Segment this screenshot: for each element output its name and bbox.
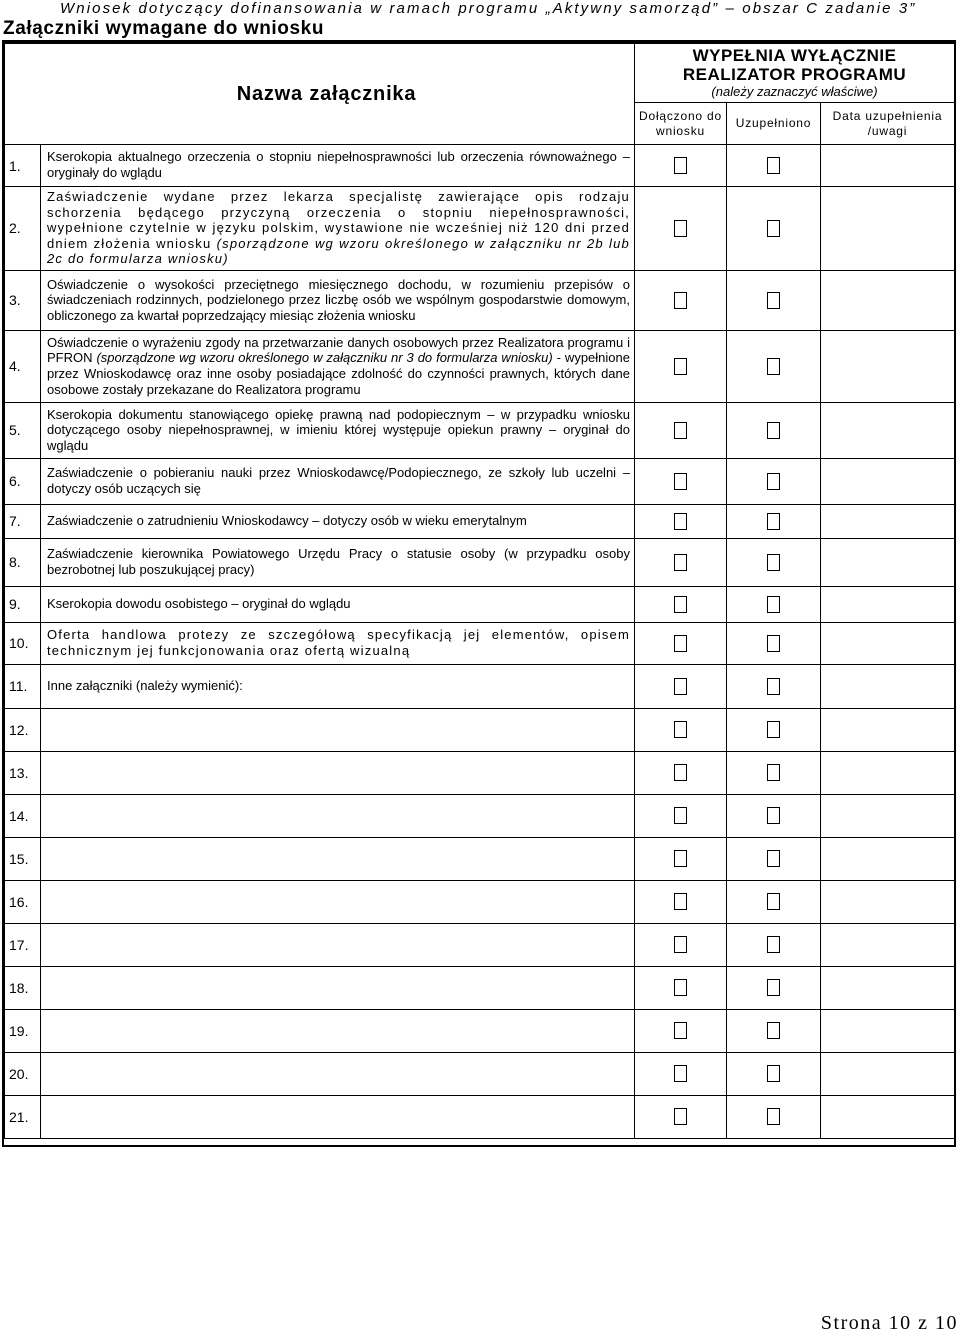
attachment-description — [41, 664, 635, 708]
description-text: Oświadczenie o wysokości przeciętnego miesięcznego dochodu, w rozumieniu przepisów o świadczeniach rodzinnych, podzielonego przez liczbę osób we wspólnym gospodarstwie domowym, obliczonego za kwartał poprzedzający miesiąc złożenia wniosku — [47, 276, 630, 323]
date-header: Data uzupełnienia /uwagi — [821, 103, 955, 145]
supplemented-checkbox[interactable] — [767, 596, 780, 613]
row-number: 10. — [5, 622, 41, 664]
attached-checkbox[interactable] — [674, 596, 687, 613]
attached-checkbox[interactable] — [674, 1108, 687, 1125]
row-number: 8. — [5, 538, 41, 586]
table-row — [5, 586, 955, 622]
attached-checkbox-cell — [635, 1095, 727, 1138]
date-remarks-cell[interactable] — [821, 966, 955, 1009]
date-remarks-cell[interactable] — [821, 751, 955, 794]
table-row — [5, 966, 955, 1009]
realizator-header-line1: WYPEŁNIA WYŁĄCZNIE — [692, 46, 897, 65]
supplemented-checkbox[interactable] — [767, 1022, 780, 1039]
attached-checkbox-cell — [635, 538, 727, 586]
attached-checkbox[interactable] — [674, 422, 687, 439]
attached-checkbox[interactable] — [674, 979, 687, 996]
date-remarks-cell[interactable] — [821, 458, 955, 504]
date-remarks-cell[interactable] — [821, 664, 955, 708]
description-text: Zaświadczenie o pobieraniu nauki przez Wnioskodawcę/Podopiecznego, ze szkoły lub uczelni – dotyczy osób uczących się — [47, 465, 630, 496]
attached-checkbox-cell — [635, 145, 727, 187]
row-number: 4. — [5, 330, 41, 402]
attachment-description — [41, 1009, 635, 1052]
supplemented-checkbox-cell — [727, 504, 821, 538]
supplemented-checkbox-cell — [727, 538, 821, 586]
date-remarks-cell[interactable] — [821, 270, 955, 330]
supplemented-checkbox-cell — [727, 837, 821, 880]
attached-checkbox[interactable] — [674, 473, 687, 490]
description-text: Zaświadczenie o zatrudnieniu Wnioskodawcy – dotyczy osób w wieku emerytalnym — [47, 513, 527, 529]
date-remarks-cell[interactable] — [821, 538, 955, 586]
description-text-continued: - wypełnione przez Wnioskodawcę oraz inne osoby posiadające zdolność do czynności prawnych, których dane osobowe zostały przekazane do Realizatora programu — [47, 350, 630, 397]
attachment-description — [41, 794, 635, 837]
date-remarks-cell[interactable] — [821, 708, 955, 751]
supplemented-checkbox[interactable] — [767, 358, 780, 375]
date-remarks-cell[interactable] — [821, 622, 955, 664]
supplemented-checkbox-cell — [727, 966, 821, 1009]
description-text: Kserokopia dowodu osobistego – oryginał do wglądu — [47, 596, 351, 612]
date-remarks-cell[interactable] — [821, 330, 955, 402]
supplemented-checkbox-cell — [727, 622, 821, 664]
attachment-description — [41, 837, 635, 880]
date-remarks-cell[interactable] — [821, 586, 955, 622]
table-row — [5, 923, 955, 966]
page-label: Strona — [820, 1312, 883, 1334]
realizator-header-note: (należy zaznaczyć właściwe) — [711, 84, 878, 99]
supplemented-checkbox[interactable] — [767, 157, 780, 174]
description-text: Zaświadczenie wydane przez lekarza specjalistę zawierające opis rodzaju schorzenia będącego przyczyną orzeczenia o stopniu niepełnosprawności, wypełnione czytelnie w języku polskim, wystawione nie wcześniej niż 120 dni przed dniem złożenia wniosku — [47, 189, 630, 251]
attached-checkbox[interactable] — [674, 850, 687, 867]
supplemented-checkbox-cell — [727, 402, 821, 458]
row-number: 13. — [5, 751, 41, 794]
attachment-description — [41, 270, 635, 330]
supplemented-checkbox-cell — [727, 458, 821, 504]
attached-checkbox-cell — [635, 330, 727, 402]
table-row — [5, 1052, 955, 1095]
attachment-description — [41, 586, 635, 622]
supplemented-checkbox-cell — [727, 1009, 821, 1052]
table-row — [5, 187, 955, 271]
attachments-table — [4, 43, 955, 1139]
attached-checkbox[interactable] — [674, 220, 687, 237]
date-remarks-cell[interactable] — [821, 880, 955, 923]
attachment-description — [41, 402, 635, 458]
description-text: Oświadczenie o wyrażeniu zgody na przetwarzanie danych osobowych przez Realizatora programu i PFRON — [47, 334, 630, 366]
supplemented-checkbox-cell — [727, 923, 821, 966]
attachment-description — [41, 504, 635, 538]
supplemented-checkbox[interactable] — [767, 473, 780, 490]
date-remarks-cell[interactable] — [821, 504, 955, 538]
attached-checkbox-cell — [635, 504, 727, 538]
row-number: 21. — [5, 1095, 41, 1138]
supplemented-checkbox[interactable] — [767, 1108, 780, 1125]
table-row — [5, 504, 955, 538]
date-remarks-cell[interactable] — [821, 1095, 955, 1138]
supplemented-checkbox[interactable] — [767, 292, 780, 309]
row-number: 11. — [5, 664, 41, 708]
page-number — [821, 1312, 958, 1335]
supplemented-checkbox[interactable] — [767, 678, 780, 695]
supplemented-checkbox-cell — [727, 145, 821, 187]
attached-checkbox[interactable] — [674, 678, 687, 695]
attached-checkbox[interactable] — [674, 513, 687, 530]
supplemented-checkbox-cell — [727, 664, 821, 708]
attachment-description — [41, 622, 635, 664]
attachment-description — [41, 538, 635, 586]
supplemented-checkbox-cell — [727, 1095, 821, 1138]
table-row — [5, 794, 955, 837]
supplemented-checkbox-cell — [727, 586, 821, 622]
attached-checkbox-cell — [635, 664, 727, 708]
date-remarks-cell[interactable] — [821, 794, 955, 837]
supplemented-checkbox-cell — [727, 330, 821, 402]
realizator-header-line2: REALIZATOR PROGRAMU — [682, 65, 907, 84]
header-row — [5, 44, 955, 103]
table-row — [5, 880, 955, 923]
attached-checkbox[interactable] — [674, 936, 687, 953]
page-current: 10 — [888, 1312, 912, 1334]
date-remarks-cell[interactable] — [821, 923, 955, 966]
table-row — [5, 458, 955, 504]
supplemented-checkbox[interactable] — [767, 807, 780, 824]
row-number: 3. — [5, 270, 41, 330]
table-row — [5, 270, 955, 330]
attachment-description — [41, 1095, 635, 1138]
supplemented-checkbox[interactable] — [767, 936, 780, 953]
description-text: Zaświadczenie kierownika Powiatowego Urzędu Pracy o statusie osoby (w przypadku osoby bezrobotnej lub poszukującej pracy) — [47, 546, 630, 577]
table-row — [5, 1095, 955, 1138]
attached-checkbox-cell — [635, 966, 727, 1009]
attached-checkbox-cell — [635, 1009, 727, 1052]
attachment-name-header: Nazwa załącznika — [5, 44, 635, 145]
attachment-description — [41, 1052, 635, 1095]
supplemented-checkbox[interactable] — [767, 554, 780, 571]
table-row — [5, 145, 955, 187]
attached-checkbox[interactable] — [674, 554, 687, 571]
supplemented-checkbox[interactable] — [767, 513, 780, 530]
attached-checkbox-cell — [635, 622, 727, 664]
date-remarks-cell[interactable] — [821, 145, 955, 187]
running-header: Wniosek dotyczący dofinansowania w ramach programu „Aktywny samorząd” – obszar C zadanie 3” — [60, 0, 917, 17]
row-number: 15. — [5, 837, 41, 880]
realizator-header — [635, 44, 955, 103]
row-number: 9. — [5, 586, 41, 622]
attached-checkbox[interactable] — [674, 1065, 687, 1082]
supplemented-checkbox-cell — [727, 1052, 821, 1095]
supplemented-checkbox[interactable] — [767, 220, 780, 237]
attached-checkbox-cell — [635, 837, 727, 880]
page-title: Załączniki wymagane do wniosku — [3, 18, 325, 39]
row-number: 5. — [5, 402, 41, 458]
attachment-description — [41, 923, 635, 966]
row-number: 7. — [5, 504, 41, 538]
supplemented-checkbox[interactable] — [767, 850, 780, 867]
attachment-description — [41, 966, 635, 1009]
row-number: 1. — [5, 145, 41, 187]
date-remarks-cell[interactable] — [821, 187, 955, 271]
attached-checkbox-cell — [635, 187, 727, 271]
supplemented-checkbox-cell — [727, 751, 821, 794]
attached-checkbox[interactable] — [674, 358, 687, 375]
table-row — [5, 538, 955, 586]
attachment-description — [41, 708, 635, 751]
attached-checkbox[interactable] — [674, 764, 687, 781]
row-number: 19. — [5, 1009, 41, 1052]
supplemented-checkbox-cell — [727, 794, 821, 837]
attached-checkbox[interactable] — [674, 292, 687, 309]
supplemented-checkbox-cell — [727, 187, 821, 271]
row-number: 18. — [5, 966, 41, 1009]
supplemented-checkbox[interactable] — [767, 635, 780, 652]
attachment-description — [41, 330, 635, 402]
attachment-description — [41, 880, 635, 923]
attached-checkbox[interactable] — [674, 721, 687, 738]
attached-checkbox-cell — [635, 794, 727, 837]
attached-checkbox[interactable] — [674, 893, 687, 910]
table-row — [5, 708, 955, 751]
row-number: 17. — [5, 923, 41, 966]
attachment-description — [41, 458, 635, 504]
attachment-description — [41, 145, 635, 187]
supplemented-checkbox[interactable] — [767, 721, 780, 738]
table-row — [5, 837, 955, 880]
attached-checkbox-cell — [635, 586, 727, 622]
description-text: Oferta handlowa protezy ze szczegółową specyfikacją jej elementów, opisem technicznym jej funkcjonowania oraz ofertą wizualną — [47, 627, 630, 658]
page-total: 10 — [935, 1312, 958, 1334]
attached-checkbox-cell — [635, 270, 727, 330]
supplemented-checkbox[interactable] — [767, 979, 780, 996]
row-number: 2. — [5, 187, 41, 271]
row-number: 20. — [5, 1052, 41, 1095]
description-text: Kserokopia aktualnego orzeczenia o stopniu niepełnosprawności lub orzeczenia równoważnego – oryginały do wglądu — [47, 149, 630, 180]
table-row — [5, 1009, 955, 1052]
attached-checkbox[interactable] — [674, 1022, 687, 1039]
date-remarks-cell[interactable] — [821, 402, 955, 458]
supplemented-checkbox[interactable] — [767, 893, 780, 910]
supplemented-checkbox[interactable] — [767, 1065, 780, 1082]
page-sep: z — [918, 1312, 929, 1334]
date-remarks-cell[interactable] — [821, 1009, 955, 1052]
table-row — [5, 622, 955, 664]
supplemented-checkbox[interactable] — [767, 764, 780, 781]
description-text: Inne załączniki (należy wymienić): — [47, 678, 243, 694]
attachment-description — [41, 751, 635, 794]
attached-checkbox[interactable] — [674, 807, 687, 824]
description-italic: (sporządzone wg wzoru określonego w załączniku nr 2b lub 2c do formularza wniosku) — [47, 235, 630, 267]
table-row — [5, 664, 955, 708]
supplemented-header: Uzupełniono — [727, 103, 821, 145]
attachment-description — [41, 187, 635, 271]
row-number: 12. — [5, 708, 41, 751]
attached-checkbox-cell — [635, 751, 727, 794]
attached-checkbox-cell — [635, 708, 727, 751]
supplemented-checkbox-cell — [727, 270, 821, 330]
attached-checkbox-cell — [635, 458, 727, 504]
attached-header: Dołączono do wniosku — [635, 103, 727, 145]
table-row — [5, 330, 955, 402]
date-remarks-cell[interactable] — [821, 1052, 955, 1095]
supplemented-checkbox[interactable] — [767, 422, 780, 439]
attached-checkbox-cell — [635, 402, 727, 458]
description-text: Kserokopia dokumentu stanowiącego opiekę prawną nad podopiecznym – w przypadku wniosku dotyczącego osoby niepełnosprawnej, w imieniu której występuje opiekun prawny – oryginał do wglądu — [47, 406, 630, 453]
supplemented-checkbox-cell — [727, 708, 821, 751]
attached-checkbox-cell — [635, 880, 727, 923]
row-number: 14. — [5, 794, 41, 837]
attached-checkbox-cell — [635, 923, 727, 966]
description-italic: (sporządzone wg wzoru określonego w załączniku nr 3 do formularza wniosku) — [96, 350, 553, 366]
row-number: 16. — [5, 880, 41, 923]
table-row — [5, 751, 955, 794]
attached-checkbox[interactable] — [674, 157, 687, 174]
supplemented-checkbox-cell — [727, 880, 821, 923]
attached-checkbox[interactable] — [674, 635, 687, 652]
attached-checkbox-cell — [635, 1052, 727, 1095]
date-remarks-cell[interactable] — [821, 837, 955, 880]
row-number: 6. — [5, 458, 41, 504]
table-row — [5, 402, 955, 458]
